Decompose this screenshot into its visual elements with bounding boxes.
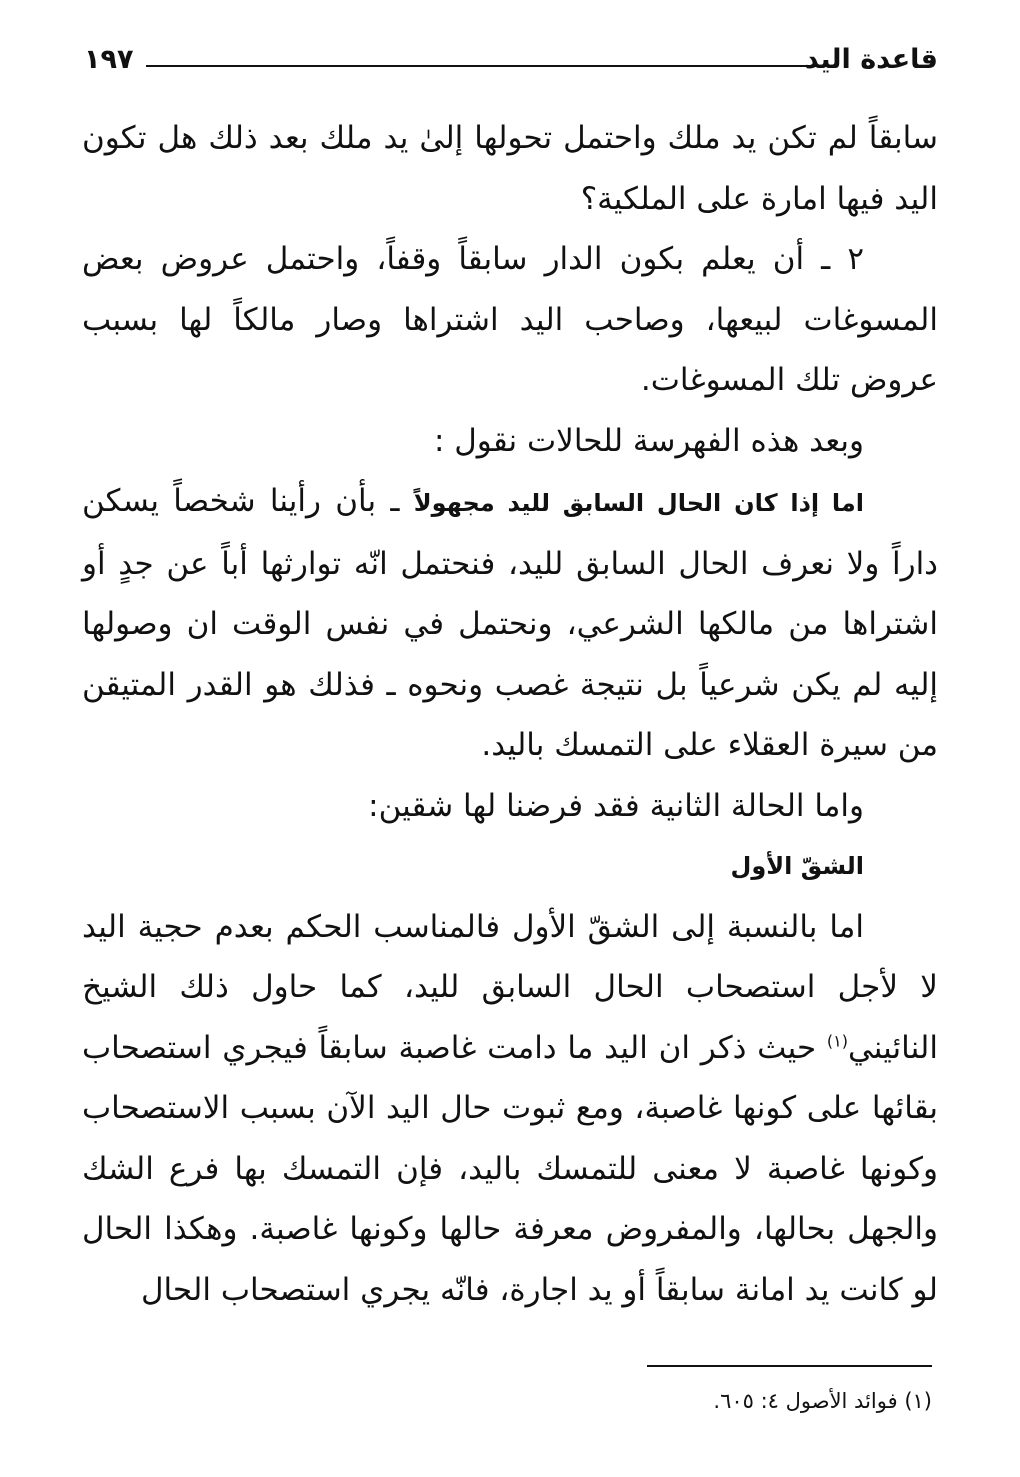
header-rule: [146, 65, 826, 67]
section-heading: الشقّ الأول: [730, 852, 864, 880]
body-text: [82, 108, 938, 1320]
paragraph-6-part1: اما بالنسبة إلى الشقّ الأول فالمناسب الحكم بعدم حجية اليد لا لأجل استصحاب الحال السابق لليد، كما حاول ذلك الشيخ النائيني: [82, 908, 938, 1066]
footnote: (١) فوائد الأصول ٤: ٦٠٥.: [713, 1389, 932, 1413]
paragraph-4-lead: اما إذا كان الحال السابق لليد مجهولاً: [413, 489, 865, 517]
footnote-reference: (١): [826, 1031, 848, 1051]
running-title: قاعدة اليد: [804, 44, 938, 75]
paragraph-6: [82, 897, 938, 1321]
paragraph-1: سابقاً لم تكن يد ملك واحتمل تحولها إلىٰ يد ملك بعد ذلك هل تكون اليد فيها امارة على الملكية؟: [82, 120, 938, 217]
paragraph-5: واما الحالة الثانية فقد فرضنا لها شقين:: [368, 787, 864, 824]
paragraph-2: ٢ ـ أن يعلم بكون الدار سابقاً وقفاً، واحتمل عروض بعض المسوغات لبيعها، وصاحب اليد اشتراها وصار مالكاً لها بسبب عروض تلك المسوغات.: [82, 241, 938, 398]
paragraph-4: [82, 471, 938, 776]
page-header: [84, 38, 938, 82]
paragraph-4-rest: ـ بأن رأينا شخصاً يسكن داراً ولا نعرف الحال السابق لليد، فنحتمل انّه توارثها أباً عن جدٍ أو اشتراها من مالكها الشرعي، ونحتمل في نفس الوقت ان وصولها إليه لم يكن شرعياً بل نتيجة غصب ونحوه ـ فذلك هو القدر المتيقن من سيرة العقلاء على التمسك باليد.: [82, 483, 938, 763]
footnote-rule: [647, 1365, 932, 1367]
page-number: ١٩٧: [84, 44, 134, 75]
paragraph-3: وبعد هذه الفهرسة للحالات نقول :: [433, 422, 864, 459]
paragraph-6-part2: حيث ذكر ان اليد ما دامت غاصبة سابقاً فيجري استصحاب بقائها على كونها غاصبة، ومع ثبوت حال اليد الآن بسبب الاستصحاب وكونها غاصبة لا معنى للتمسك باليد، فإن التمسك بها فرع الشك والجهل بحالها، والمفروض معرفة حالها وكونها غاصبة. وهكذا الحال لو كانت يد امانة سابقاً أو يد اجارة، فانّه يجري استصحاب الحال: [82, 1029, 938, 1308]
